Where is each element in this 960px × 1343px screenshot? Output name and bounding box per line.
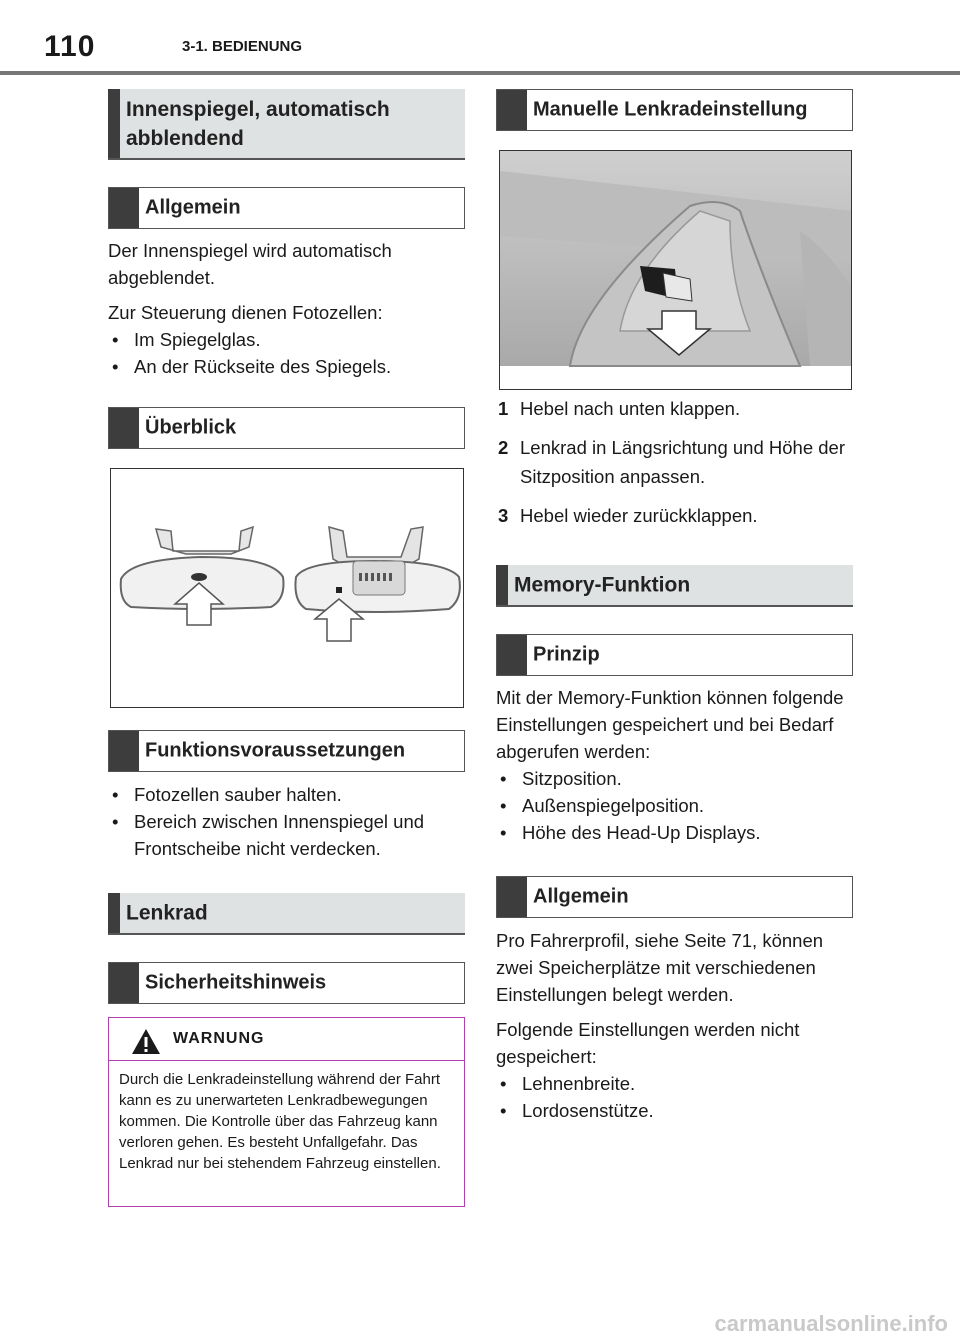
memory-text — [496, 684, 846, 846]
steps-list — [488, 394, 858, 540]
watermark: carmanualsonline.info — [714, 1311, 948, 1336]
subheading-allgemein — [108, 187, 465, 229]
subheading-allgemein-2-label: Allgemein — [533, 885, 629, 908]
allgemein-paragraph-1: Pro Fahrerprofil, siehe Seite 71, können zwei Speicherplätze mit verschiedenen Einstellungen belegt werden. — [496, 930, 824, 1005]
list-item: • Sitzposition. — [496, 765, 846, 792]
subheading-allgemein-label: Allgemein — [145, 196, 241, 219]
list-item: • Außenspiegelposition. — [496, 792, 846, 819]
heading-innenspiegel — [108, 89, 465, 160]
step-item — [488, 501, 858, 530]
subheading-prinzip-label: Prinzip — [533, 643, 600, 666]
step-text: Hebel wieder zurückklappen. — [520, 505, 758, 526]
warning-title: WARNUNG — [173, 1030, 265, 1047]
header-rule — [0, 71, 960, 75]
step-text: Hebel nach unten klappen. — [520, 398, 741, 419]
warning-text: Durch die Lenkradeinstellung während der Fahrt kann es zu unerwarteten Lenkradbewegungen kommen. Die Kontrolle über das Fahrzeug kann verloren gehen. Es besteht Unfallgefahr. Das Lenkrad nur bei stehendem Fahrzeug einstellen. — [119, 1071, 441, 1172]
list-item: • Im Spiegelglas. — [108, 326, 448, 353]
warning-triangle-icon — [131, 1028, 161, 1055]
mirror-paragraph-1: Der Innenspiegel wird automatisch abgeblendet. — [108, 240, 392, 288]
list-item: • Bereich zwischen Innenspiegel und Frontscheibe nicht verdecken. — [108, 808, 458, 862]
mirror-text — [108, 237, 448, 380]
subheading-sicherheit-label: Sicherheitshinweis — [145, 971, 327, 994]
list-item: • An der Rückseite des Spiegels. — [108, 353, 448, 380]
memory-paragraph: Mit der Memory-Funktion können folgende Einstellungen gespeichert und bei Bedarf abgerufen werden: — [496, 687, 844, 762]
subheading-allgemein-2 — [496, 876, 853, 918]
heading-innenspiegel-line2: abblendend — [126, 126, 244, 150]
allgemein-text — [496, 927, 836, 1124]
subheading-manuell-label: Manuelle Lenkradeinstellung — [533, 98, 808, 121]
warning-box — [108, 1017, 465, 1207]
step-text: Lenkrad in Längsrichtung und Höhe der Sitzposition anpassen. — [520, 437, 846, 487]
allgemein-paragraph-2: Folgende Einstellungen werden nicht gespeichert: — [496, 1019, 800, 1067]
steering-lever-illustration — [500, 151, 852, 390]
list-item: • Höhe des Head-Up Displays. — [496, 819, 846, 846]
step-number: 1 — [498, 398, 509, 419]
list-item: • Lehnenbreite. — [496, 1070, 836, 1097]
subheading-funktion-label: Funktionsvoraussetzungen — [145, 739, 406, 762]
mirror-illustration — [111, 469, 464, 708]
chapter-title: 3-1. BEDIENUNG — [182, 38, 303, 55]
heading-lenkrad — [108, 893, 465, 935]
step-number: 2 — [498, 437, 509, 458]
page-number: 110 — [44, 30, 96, 63]
subheading-manuelle-lenkradeinstellung — [496, 89, 853, 131]
subheading-ueberblick — [108, 407, 465, 449]
step-item — [488, 394, 858, 423]
list-item: • Lordosenstütze. — [496, 1097, 836, 1124]
mirror-figure — [110, 468, 464, 708]
subheading-sicherheitshinweis — [108, 962, 465, 1004]
step-number: 3 — [498, 505, 509, 526]
heading-innenspiegel-line1: Innenspiegel, automatisch — [126, 97, 390, 121]
subheading-funktionsvoraussetzungen — [108, 730, 465, 772]
heading-memory-label: Memory-Funktion — [514, 573, 691, 597]
steering-lever-figure — [499, 150, 852, 390]
funktion-list — [108, 781, 458, 862]
mirror-paragraph-2: Zur Steuerung dienen Fotozellen: — [108, 302, 383, 323]
step-item — [488, 433, 858, 491]
list-item: • Fotozellen sauber halten. — [108, 781, 458, 808]
heading-memory-funktion — [496, 565, 853, 607]
subheading-ueberblick-label: Überblick — [145, 416, 237, 439]
heading-lenkrad-label: Lenkrad — [126, 901, 208, 925]
subheading-prinzip — [496, 634, 853, 676]
